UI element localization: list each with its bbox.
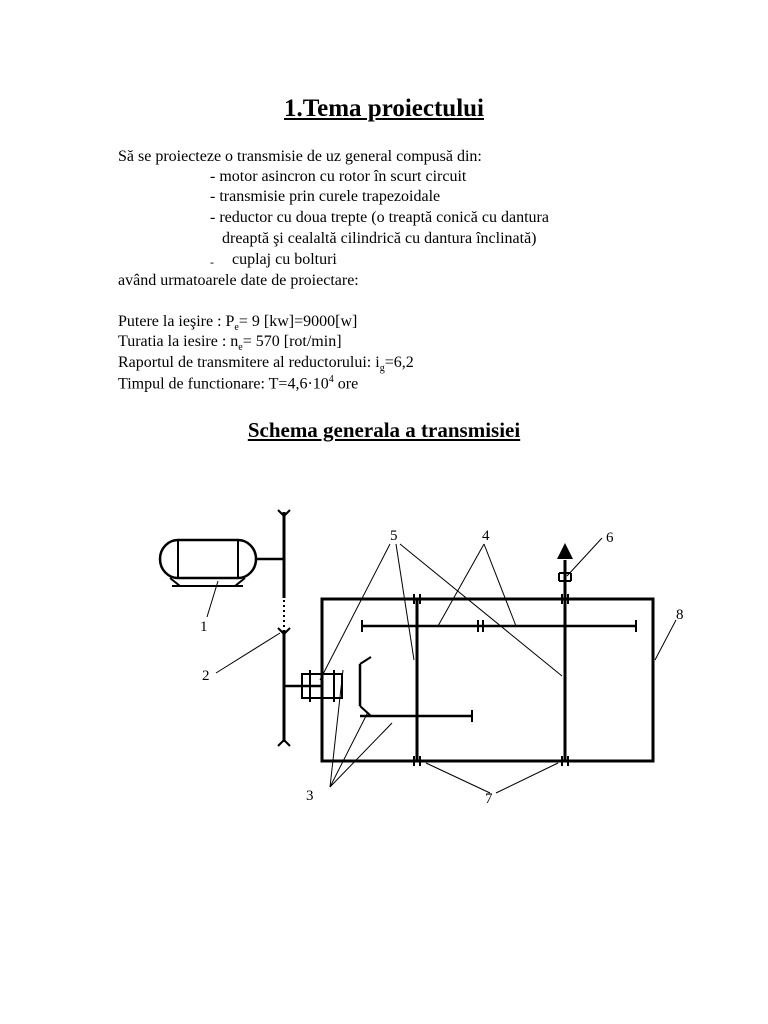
page-title: 1.Tema proiectului — [283, 95, 484, 122]
label-2: 2 — [202, 668, 210, 684]
output-arrow-icon — [557, 543, 573, 559]
label-4: 4 — [482, 528, 490, 544]
bullet-dash: - — [210, 255, 214, 269]
schema-title: Schema generala a transmisiei — [247, 418, 521, 442]
motor-symbol — [160, 540, 284, 586]
component-coupling: cuplaj cu bolturi — [232, 251, 337, 268]
time-line: Timpul de functionare: $T=4,6\cdot 10^4$ ore — [118, 374, 359, 393]
leader-lines — [207, 538, 676, 793]
component-motor: - motor asincron cu rotor în scurt circuit — [210, 168, 467, 185]
label-6: 6 — [606, 530, 614, 546]
label-5: 5 — [390, 528, 398, 544]
component-reducer: - reductor cu doua trepte (o treaptă conică cu dantura — [210, 209, 549, 226]
intro-text: Să se proiecteze o transmisie de uz general compusă din: — [118, 148, 482, 165]
label-3: 3 — [306, 788, 314, 804]
label-8: 8 — [676, 607, 684, 623]
belt-pulleys — [278, 510, 322, 746]
speed-line: Turatia la iesire : $n_e= 570$ [rot/min] — [118, 333, 342, 354]
data-intro: având urmatoarele date de proiectare: — [118, 272, 359, 289]
label-7: 7 — [485, 791, 493, 807]
component-reducer-cont: dreaptă şi cealaltă cilindrică cu dantura înclinată) — [222, 230, 537, 247]
power-line: Putere la ieşire : $P_e= 9$ [kw]=9000[w] — [118, 313, 358, 334]
label-1: 1 — [200, 619, 208, 635]
ratio-line: Raportul de transmitere al reductorului: $i_g=6,2$ — [118, 354, 414, 375]
component-belt: - transmisie prin curele trapezoidale — [210, 188, 441, 205]
reducer-housing — [322, 599, 653, 761]
